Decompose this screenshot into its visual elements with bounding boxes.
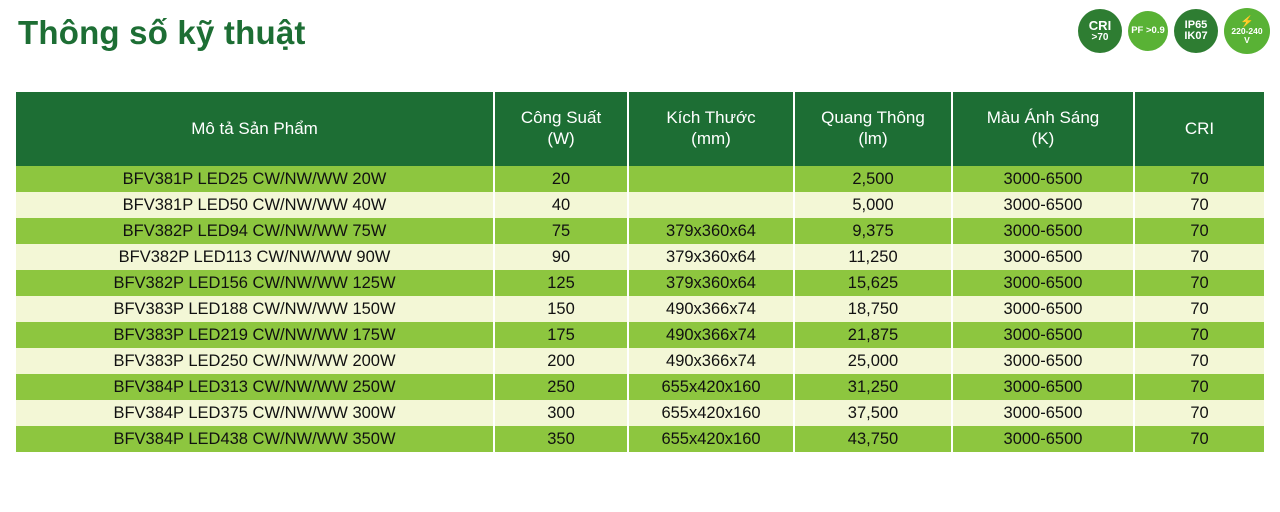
- cell-color-temperature: 3000-6500: [952, 400, 1134, 426]
- column-header-product: [16, 92, 494, 166]
- cell-power: 350: [494, 426, 628, 452]
- cell-power: 125: [494, 270, 628, 296]
- voltage-badge-line1: 220-240: [1231, 25, 1263, 36]
- cell-color-temperature: 3000-6500: [952, 166, 1134, 192]
- cell-luminous-flux: 37,500: [794, 400, 952, 426]
- cell-luminous-flux: 21,875: [794, 322, 952, 348]
- cell-dimensions: 655x420x160: [628, 374, 794, 400]
- table-row: [16, 166, 1264, 192]
- cell-cri: 70: [1134, 296, 1264, 322]
- pf-badge-line1: PF >0.9: [1131, 25, 1165, 37]
- cell-product: BFV381P LED25 CW/NW/WW 20W: [16, 166, 494, 192]
- cell-cri: 70: [1134, 400, 1264, 426]
- specifications-table-wrap: [16, 92, 1264, 452]
- column-header-dimensions: [628, 92, 794, 166]
- table-row: [16, 348, 1264, 374]
- cell-cri: 70: [1134, 218, 1264, 244]
- cell-dimensions: 490x366x74: [628, 322, 794, 348]
- cell-dimensions: [628, 192, 794, 218]
- cell-luminous-flux: 15,625: [794, 270, 952, 296]
- cell-product: BFV384P LED438 CW/NW/WW 350W: [16, 426, 494, 452]
- table-row: [16, 192, 1264, 218]
- cell-product: BFV382P LED113 CW/NW/WW 90W: [16, 244, 494, 270]
- cell-cri: 70: [1134, 192, 1264, 218]
- table-header-row: [16, 92, 1264, 166]
- column-header-cri: [1134, 92, 1264, 166]
- column-header-color-temperature: [952, 92, 1134, 166]
- cell-power: 90: [494, 244, 628, 270]
- cell-cri: 70: [1134, 270, 1264, 296]
- cell-color-temperature: 3000-6500: [952, 296, 1134, 322]
- column-header-dimensions-line1: Kích Thước: [666, 108, 756, 128]
- cell-cri: 70: [1134, 374, 1264, 400]
- cell-cri: 70: [1134, 348, 1264, 374]
- table-row: [16, 218, 1264, 244]
- column-header-dimensions-line2: (mm): [691, 129, 731, 148]
- cell-power: 75: [494, 218, 628, 244]
- ip-badge-line1: IP65: [1184, 18, 1208, 31]
- cell-luminous-flux: 43,750: [794, 426, 952, 452]
- table-header: [16, 92, 1264, 166]
- lightning-bolt-icon: ⚡: [1240, 15, 1254, 28]
- cell-product: BFV382P LED156 CW/NW/WW 125W: [16, 270, 494, 296]
- cell-cri: 70: [1134, 426, 1264, 452]
- cell-color-temperature: 3000-6500: [952, 218, 1134, 244]
- voltage-badge: [1224, 8, 1270, 54]
- cell-product: BFV384P LED375 CW/NW/WW 300W: [16, 400, 494, 426]
- cell-product: BFV383P LED219 CW/NW/WW 175W: [16, 322, 494, 348]
- cell-color-temperature: 3000-6500: [952, 270, 1134, 296]
- cell-product: BFV383P LED188 CW/NW/WW 150W: [16, 296, 494, 322]
- cell-dimensions: 379x360x64: [628, 218, 794, 244]
- cell-luminous-flux: 25,000: [794, 348, 952, 374]
- table-row: [16, 322, 1264, 348]
- cell-power: 40: [494, 192, 628, 218]
- cell-luminous-flux: 18,750: [794, 296, 952, 322]
- cell-luminous-flux: 11,250: [794, 244, 952, 270]
- certification-badges: [1078, 8, 1270, 54]
- page-title: Thông số kỹ thuật: [18, 14, 306, 51]
- cell-power: 250: [494, 374, 628, 400]
- cell-product: BFV381P LED50 CW/NW/WW 40W: [16, 192, 494, 218]
- page-header: [18, 10, 1262, 72]
- cell-cri: 70: [1134, 322, 1264, 348]
- voltage-badge-line2: V: [1244, 34, 1250, 45]
- table-row: [16, 374, 1264, 400]
- column-header-luminous-flux: [794, 92, 952, 166]
- cell-color-temperature: 3000-6500: [952, 322, 1134, 348]
- cell-dimensions: 379x360x64: [628, 270, 794, 296]
- cell-luminous-flux: 31,250: [794, 374, 952, 400]
- cell-dimensions: 379x360x64: [628, 244, 794, 270]
- ip-badge-line2: IK07: [1184, 30, 1208, 42]
- cell-power: 150: [494, 296, 628, 322]
- cell-dimensions: 490x366x74: [628, 348, 794, 374]
- cell-product: BFV384P LED313 CW/NW/WW 250W: [16, 374, 494, 400]
- cell-color-temperature: 3000-6500: [952, 244, 1134, 270]
- table-row: [16, 426, 1264, 452]
- column-header-power-line1: Công Suất: [520, 108, 602, 128]
- cell-dimensions: 490x366x74: [628, 296, 794, 322]
- cell-luminous-flux: 2,500: [794, 166, 952, 192]
- table-row: [16, 296, 1264, 322]
- cell-color-temperature: 3000-6500: [952, 348, 1134, 374]
- table-body: [16, 166, 1264, 452]
- cri-badge: [1078, 9, 1122, 53]
- cell-product: BFV383P LED250 CW/NW/WW 200W: [16, 348, 494, 374]
- cell-power: 300: [494, 400, 628, 426]
- cell-color-temperature: 3000-6500: [952, 426, 1134, 452]
- pf-badge: [1128, 11, 1168, 51]
- column-header-power-line2: (W): [547, 129, 575, 148]
- cell-color-temperature: 3000-6500: [952, 374, 1134, 400]
- cell-power: 20: [494, 166, 628, 192]
- cell-cri: 70: [1134, 166, 1264, 192]
- table-row: [16, 244, 1264, 270]
- column-header-power: [494, 92, 628, 166]
- column-header-color-temperature-line2: (K): [1031, 129, 1055, 148]
- ip-rating-badge: [1174, 9, 1218, 53]
- cell-luminous-flux: 9,375: [794, 218, 952, 244]
- column-header-color-temperature-line1: Màu Ánh Sáng: [986, 108, 1100, 128]
- cell-power: 175: [494, 322, 628, 348]
- cell-dimensions: 655x420x160: [628, 426, 794, 452]
- column-header-cri-line1: CRI: [1184, 118, 1215, 138]
- specifications-table: [16, 92, 1264, 452]
- cell-power: 200: [494, 348, 628, 374]
- cell-dimensions: [628, 166, 794, 192]
- column-header-luminous-flux-line1: Quang Thông: [821, 108, 925, 128]
- column-header-product-line1: Mô tả Sản Phẩm: [191, 118, 318, 138]
- cell-cri: 70: [1134, 244, 1264, 270]
- cell-dimensions: 655x420x160: [628, 400, 794, 426]
- cell-product: BFV382P LED94 CW/NW/WW 75W: [16, 218, 494, 244]
- cri-badge-line1: CRI: [1088, 18, 1112, 34]
- cri-badge-line2: >70: [1091, 31, 1109, 43]
- cell-color-temperature: 3000-6500: [952, 192, 1134, 218]
- table-row: [16, 400, 1264, 426]
- cell-luminous-flux: 5,000: [794, 192, 952, 218]
- table-row: [16, 270, 1264, 296]
- column-header-luminous-flux-line2: (lm): [858, 129, 888, 148]
